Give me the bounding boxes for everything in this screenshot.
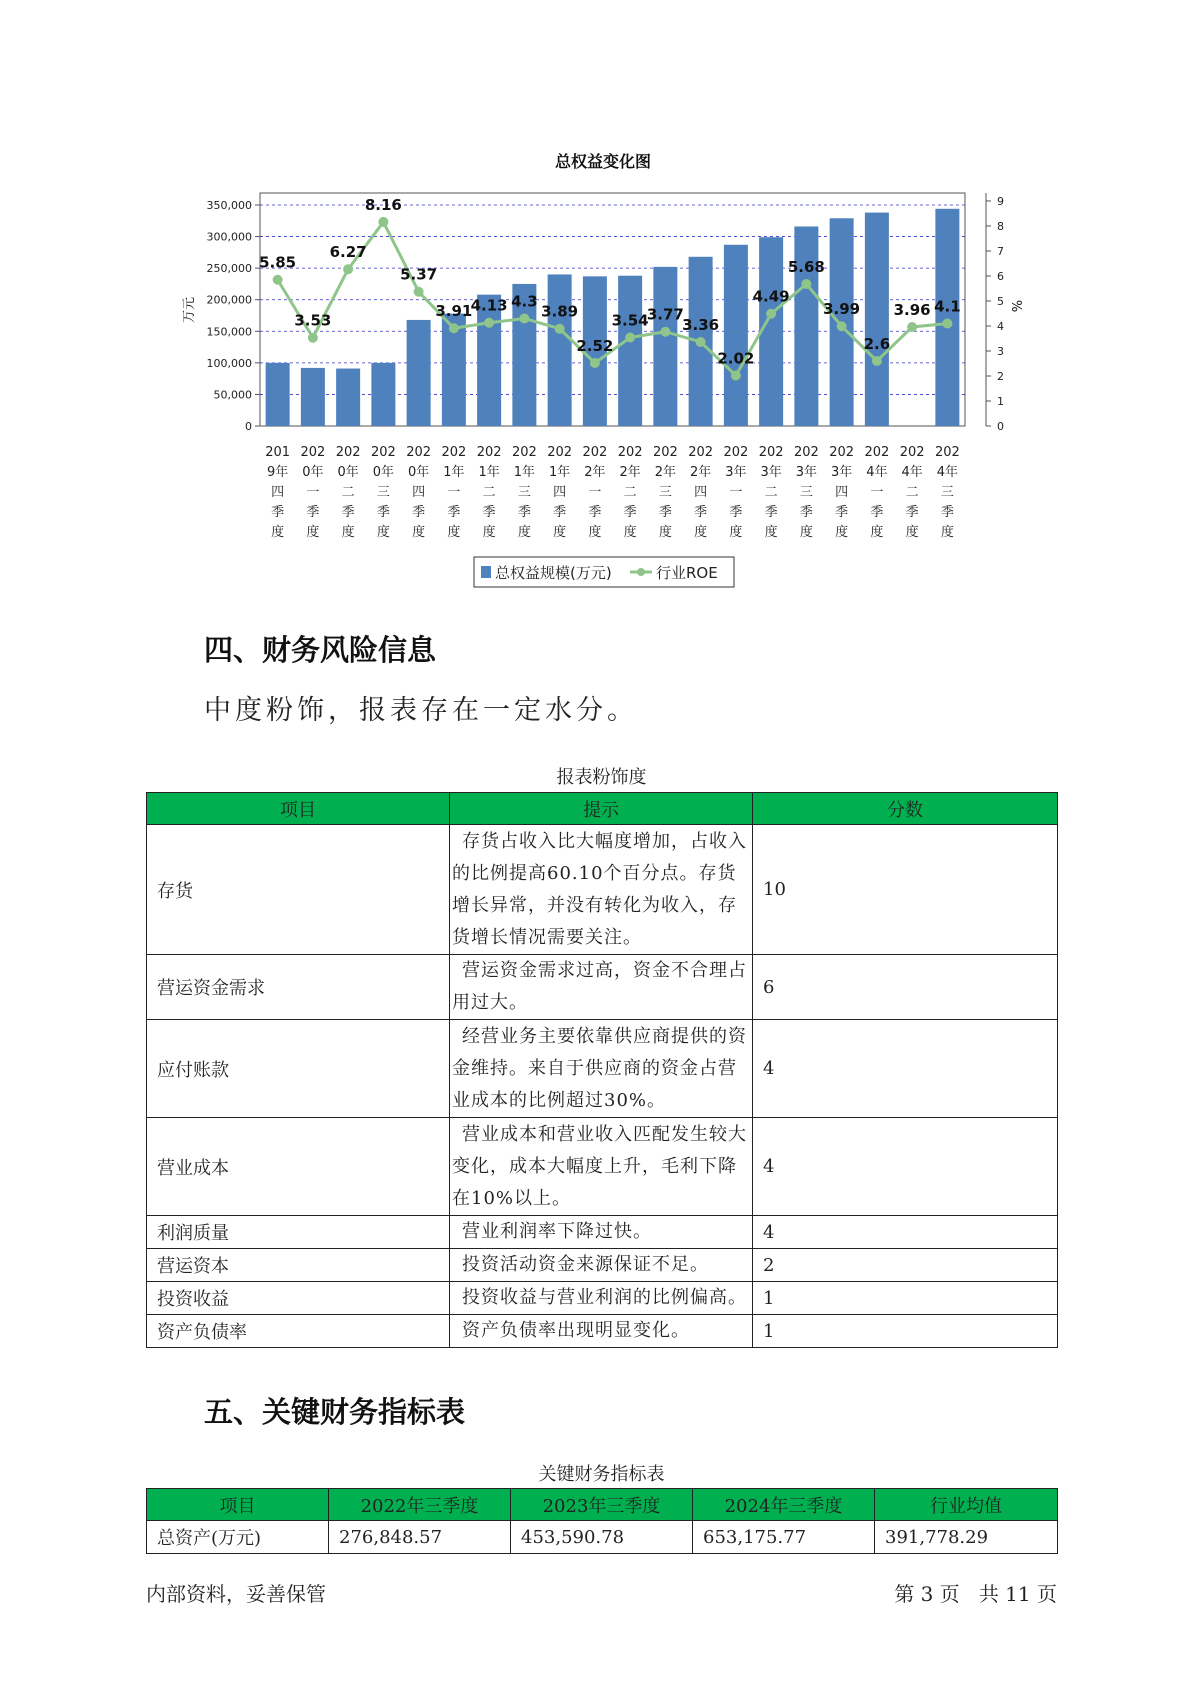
x-tick-label: 201 (265, 445, 291, 460)
risk-cell-hint: 资产负债率出现明显变化。 (450, 1315, 753, 1348)
roe-point (872, 356, 882, 366)
x-tick-label: 202 (829, 445, 855, 460)
roe-point (696, 337, 706, 347)
bar (724, 245, 748, 426)
key-cell-2023: 453,590.78 (511, 1521, 693, 1554)
y2-tick-label: 4 (997, 319, 1004, 333)
x-tick-label: 三 (940, 485, 954, 500)
risk-cell-item: 利润质量 (147, 1216, 450, 1249)
x-tick-label: 度 (623, 525, 637, 540)
section4-summary: 中度粉饰，报表存在一定水分。 (204, 695, 638, 726)
roe-point (378, 217, 388, 227)
risk-cell-hint: 营业利润率下降过快。 (450, 1216, 753, 1249)
x-tick-label: 三 (517, 485, 531, 500)
key-cell-item: 总资产(万元) (147, 1521, 329, 1554)
key-header-item: 项目 (147, 1489, 329, 1521)
x-tick-label: 1年 (513, 465, 536, 480)
bar (794, 226, 818, 426)
x-tick-label: 0年 (302, 465, 324, 480)
table-row (147, 1020, 1058, 1118)
x-tick-label: 季 (553, 505, 567, 520)
roe-data-label: 3.53 (294, 311, 332, 330)
risk-table (146, 792, 1058, 1348)
x-tick-label: 四 (271, 485, 285, 500)
x-tick-label: 度 (694, 525, 708, 540)
x-tick-label: 2年 (584, 465, 606, 480)
x-tick-label: 1年 (478, 465, 500, 480)
x-tick-label: 202 (723, 445, 749, 460)
section4-heading: 四、财务风险信息 (204, 633, 437, 667)
x-tick-label: 四 (835, 485, 849, 500)
x-tick-label: 四 (694, 485, 708, 500)
x-tick-label: 季 (482, 505, 496, 520)
roe-data-label: 3.54 (611, 311, 649, 330)
bar (935, 209, 959, 426)
key-header-2022: 2022年三季度 (329, 1489, 511, 1521)
roe-point (449, 323, 459, 333)
key-table-caption: 关键财务指标表 (538, 1464, 665, 1485)
x-tick-label: 度 (940, 525, 954, 540)
x-tick-label: 季 (764, 505, 778, 520)
bar (759, 237, 783, 426)
x-tick-label: 3年 (795, 465, 818, 480)
x-tick-label: 度 (306, 525, 320, 540)
x-tick-label: 季 (341, 505, 355, 520)
x-tick-label: 季 (835, 505, 849, 520)
y-tick-label: 100,000 (206, 356, 252, 370)
x-tick-label: 202 (511, 445, 537, 460)
risk-cell-score: 4 (753, 1020, 1058, 1118)
risk-cell-score: 1 (753, 1315, 1058, 1348)
x-tick-label: 3年 (760, 465, 782, 480)
bar (865, 213, 889, 426)
x-tick-label: 202 (300, 445, 326, 460)
x-tick-label: 度 (376, 525, 390, 540)
y-tick-label: 200,000 (206, 293, 252, 307)
x-tick-label: 202 (899, 445, 925, 460)
x-tick-label: 4年 (936, 465, 959, 480)
risk-header-hint: 提示 (450, 793, 753, 825)
chart-title: 总权益变化图 (554, 152, 652, 171)
y2-tick-label: 1 (997, 394, 1004, 408)
x-tick-label: 三 (799, 485, 813, 500)
roe-data-label: 2.02 (717, 349, 755, 368)
bar (618, 276, 642, 426)
x-tick-label: 202 (617, 445, 643, 460)
x-tick-label: 2年 (619, 465, 641, 480)
x-tick-label: 度 (799, 525, 813, 540)
roe-point (942, 318, 952, 328)
x-tick-label: 季 (940, 505, 954, 520)
y2-tick-label: 3 (997, 344, 1004, 358)
roe-point (590, 358, 600, 368)
table-row (147, 1249, 1058, 1282)
x-tick-label: 四 (553, 485, 567, 500)
x-tick-label: 202 (793, 445, 819, 460)
risk-cell-score: 6 (753, 955, 1058, 1020)
table-row (147, 1521, 1058, 1554)
key-header-2024: 2024年三季度 (693, 1489, 875, 1521)
roe-point (343, 264, 353, 274)
x-tick-label: 度 (412, 525, 426, 540)
x-tick-label: 季 (694, 505, 708, 520)
roe-data-label: 3.99 (823, 300, 861, 319)
x-tick-label: 季 (447, 505, 461, 520)
x-tick-label: 二 (764, 485, 778, 500)
roe-data-label: 3.96 (893, 300, 931, 319)
x-tick-label: 季 (905, 505, 919, 520)
risk-cell-item: 资产负债率 (147, 1315, 450, 1348)
bar (266, 363, 290, 426)
x-tick-label: 三 (658, 485, 672, 500)
roe-data-label: 2.6 (863, 334, 891, 353)
bar (548, 274, 572, 426)
x-tick-label: 度 (482, 525, 496, 540)
table-row (147, 1282, 1058, 1315)
y-tick-label: 50,000 (213, 388, 252, 402)
x-tick-label: 季 (729, 505, 743, 520)
y2-tick-label: 5 (997, 294, 1004, 308)
x-tick-label: 4年 (901, 465, 923, 480)
x-tick-label: 度 (341, 525, 355, 540)
x-tick-label: 一 (447, 485, 461, 500)
roe-data-label: 3.36 (682, 315, 720, 334)
roe-data-label: 3.89 (541, 302, 579, 321)
risk-cell-score: 1 (753, 1282, 1058, 1315)
key-cell-industry: 391,778.29 (875, 1521, 1058, 1554)
x-tick-label: 202 (864, 445, 890, 460)
x-tick-label: 202 (476, 445, 502, 460)
x-tick-label: 度 (588, 525, 602, 540)
roe-data-label: 6.27 (329, 243, 367, 262)
key-cell-2024: 653,175.77 (693, 1521, 875, 1554)
x-tick-label: 202 (547, 445, 573, 460)
risk-cell-item: 营运资本 (147, 1249, 450, 1282)
risk-cell-item: 投资收益 (147, 1282, 450, 1315)
chart-right-axis-label: % (1008, 299, 1023, 313)
roe-data-label: 4.1 (934, 297, 961, 316)
table-row (147, 825, 1058, 955)
x-tick-label: 2年 (689, 465, 712, 480)
equity-chart (0, 0, 1191, 600)
risk-header-item: 项目 (147, 793, 450, 825)
x-tick-label: 202 (652, 445, 678, 460)
x-tick-label: 1年 (548, 465, 571, 480)
x-tick-label: 一 (729, 485, 743, 500)
risk-cell-item: 营业成本 (147, 1118, 450, 1216)
y2-tick-label: 0 (997, 420, 1004, 433)
footer-note: 内部资料，妥善保管 (146, 1582, 326, 1606)
roe-point (837, 321, 847, 331)
x-tick-label: 度 (764, 525, 778, 540)
legend-line-label: 行业ROE (656, 564, 718, 582)
roe-data-label: 5.85 (259, 253, 297, 272)
y-tick-label: 150,000 (206, 325, 252, 339)
y-tick-label: 250,000 (206, 262, 252, 276)
legend-bar-label: 总权益规模(万元) (495, 564, 612, 582)
roe-point (660, 327, 670, 337)
risk-cell-score: 10 (753, 825, 1058, 955)
x-tick-label: 0年 (337, 465, 359, 480)
risk-cell-score: 4 (753, 1118, 1058, 1216)
roe-point (801, 279, 811, 289)
x-tick-label: 季 (412, 505, 426, 520)
y-tick-label: 300,000 (206, 230, 252, 244)
x-tick-label: 度 (905, 525, 919, 540)
risk-cell-hint: 投资活动资金来源保证不足。 (450, 1249, 753, 1282)
x-tick-label: 三 (376, 485, 390, 500)
x-tick-label: 二 (623, 485, 637, 500)
x-tick-label: 一 (870, 485, 884, 500)
risk-cell-score: 2 (753, 1249, 1058, 1282)
roe-data-label: 4.3 (511, 292, 538, 311)
risk-cell-hint: 营业成本和营业收入匹配发生较大变化，成本大幅度上升，毛利下降在10%以上。 (450, 1118, 753, 1216)
x-tick-label: 度 (271, 525, 285, 540)
x-tick-label: 季 (306, 505, 320, 520)
x-tick-label: 0年 (372, 465, 395, 480)
roe-data-label: 4.13 (470, 296, 508, 315)
risk-header-score: 分数 (753, 793, 1058, 825)
x-tick-label: 季 (517, 505, 531, 520)
roe-point (555, 324, 565, 334)
table-row (147, 955, 1058, 1020)
x-tick-label: 0年 (407, 465, 430, 480)
x-tick-label: 3年 (830, 465, 853, 480)
key-header-2023: 2023年三季度 (511, 1489, 693, 1521)
roe-data-label: 2.52 (576, 336, 614, 355)
x-tick-label: 季 (799, 505, 813, 520)
bar (407, 320, 431, 426)
bar (371, 363, 395, 426)
bar (653, 267, 677, 426)
roe-point (308, 333, 318, 343)
x-tick-label: 9年 (266, 465, 289, 480)
x-tick-label: 二 (341, 485, 355, 500)
roe-point (519, 313, 529, 323)
key-cell-2022: 276,848.57 (329, 1521, 511, 1554)
roe-data-label: 5.68 (787, 257, 825, 276)
roe-data-label: 5.37 (400, 265, 438, 284)
risk-cell-hint: 存货占收入比大幅度增加，占收入的比例提高60.10个百分点。存货增长异常，并没有转化为收入，存货增长情况需要关注。 (450, 825, 753, 955)
y-tick-label: 350,000 (206, 199, 252, 212)
x-tick-label: 二 (482, 485, 496, 500)
y2-tick-label: 9 (997, 194, 1004, 208)
x-tick-label: 季 (376, 505, 390, 520)
x-tick-label: 度 (729, 525, 743, 540)
table-row (147, 1118, 1058, 1216)
y2-tick-label: 7 (997, 244, 1004, 258)
bar (336, 369, 360, 426)
table-row (147, 1315, 1058, 1348)
roe-point (625, 332, 635, 342)
roe-data-label: 4.49 (752, 287, 790, 306)
roe-point (414, 287, 424, 297)
x-tick-label: 2年 (654, 465, 677, 480)
y2-tick-label: 6 (997, 269, 1004, 283)
x-tick-label: 202 (688, 445, 714, 460)
risk-cell-score: 4 (753, 1216, 1058, 1249)
x-tick-label: 季 (623, 505, 637, 520)
bar (301, 368, 325, 426)
y2-tick-label: 2 (997, 369, 1004, 383)
x-tick-label: 一 (588, 485, 602, 500)
x-tick-label: 202 (335, 445, 361, 460)
x-tick-label: 度 (835, 525, 849, 540)
roe-point (907, 322, 917, 332)
roe-data-label: 8.16 (364, 195, 402, 214)
x-tick-label: 202 (441, 445, 467, 460)
risk-cell-hint: 营运资金需求过高，资金不合理占用过大。 (450, 955, 753, 1020)
x-tick-label: 季 (588, 505, 602, 520)
key-header-industry: 行业均值 (875, 1489, 1058, 1521)
x-tick-label: 度 (658, 525, 672, 540)
risk-table-caption: 报表粉饰度 (556, 767, 647, 788)
x-tick-label: 202 (406, 445, 432, 460)
x-tick-label: 季 (271, 505, 285, 520)
y2-tick-label: 8 (997, 219, 1004, 233)
x-tick-label: 二 (905, 485, 919, 500)
x-tick-label: 季 (658, 505, 672, 520)
legend-bar-swatch (481, 566, 491, 578)
chart-left-axis-label: 万元 (182, 296, 197, 324)
roe-point (766, 309, 776, 319)
risk-cell-item: 营运资金需求 (147, 955, 450, 1020)
x-tick-label: 202 (758, 445, 784, 460)
risk-table-header (147, 793, 1058, 825)
roe-point (273, 275, 283, 285)
x-tick-label: 1年 (443, 465, 465, 480)
key-metrics-table (146, 1488, 1058, 1554)
key-table-header (147, 1489, 1058, 1521)
x-tick-label: 度 (553, 525, 567, 540)
x-tick-label: 度 (870, 525, 884, 540)
chart-legend (474, 557, 734, 587)
x-tick-label: 度 (517, 525, 531, 540)
x-tick-label: 202 (370, 445, 396, 460)
roe-data-label: 3.91 (435, 302, 473, 321)
page-number: 第 3 页 共 11 页 (894, 1582, 1057, 1606)
roe-point (731, 370, 741, 380)
x-tick-label: 202 (582, 445, 608, 460)
x-tick-label: 4年 (866, 465, 888, 480)
roe-data-label: 3.77 (646, 305, 684, 324)
y-tick-label: 0 (245, 420, 252, 433)
section5-heading: 五、关键财务指标表 (204, 1395, 466, 1429)
roe-point (484, 318, 494, 328)
x-tick-label: 3年 (725, 465, 747, 480)
risk-cell-item: 应付账款 (147, 1020, 450, 1118)
legend-line-marker (637, 568, 645, 576)
x-tick-label: 一 (306, 485, 320, 500)
x-tick-label: 202 (934, 445, 960, 460)
x-tick-label: 季 (870, 505, 884, 520)
x-tick-label: 四 (412, 485, 426, 500)
table-row (147, 1216, 1058, 1249)
x-tick-label: 度 (447, 525, 461, 540)
risk-cell-item: 存货 (147, 825, 450, 955)
risk-cell-hint: 投资收益与营业利润的比例偏高。 (450, 1282, 753, 1315)
risk-cell-hint: 经营业务主要依靠供应商提供的资金维持。来自于供应商的资金占营业成本的比例超过30%。 (450, 1020, 753, 1118)
